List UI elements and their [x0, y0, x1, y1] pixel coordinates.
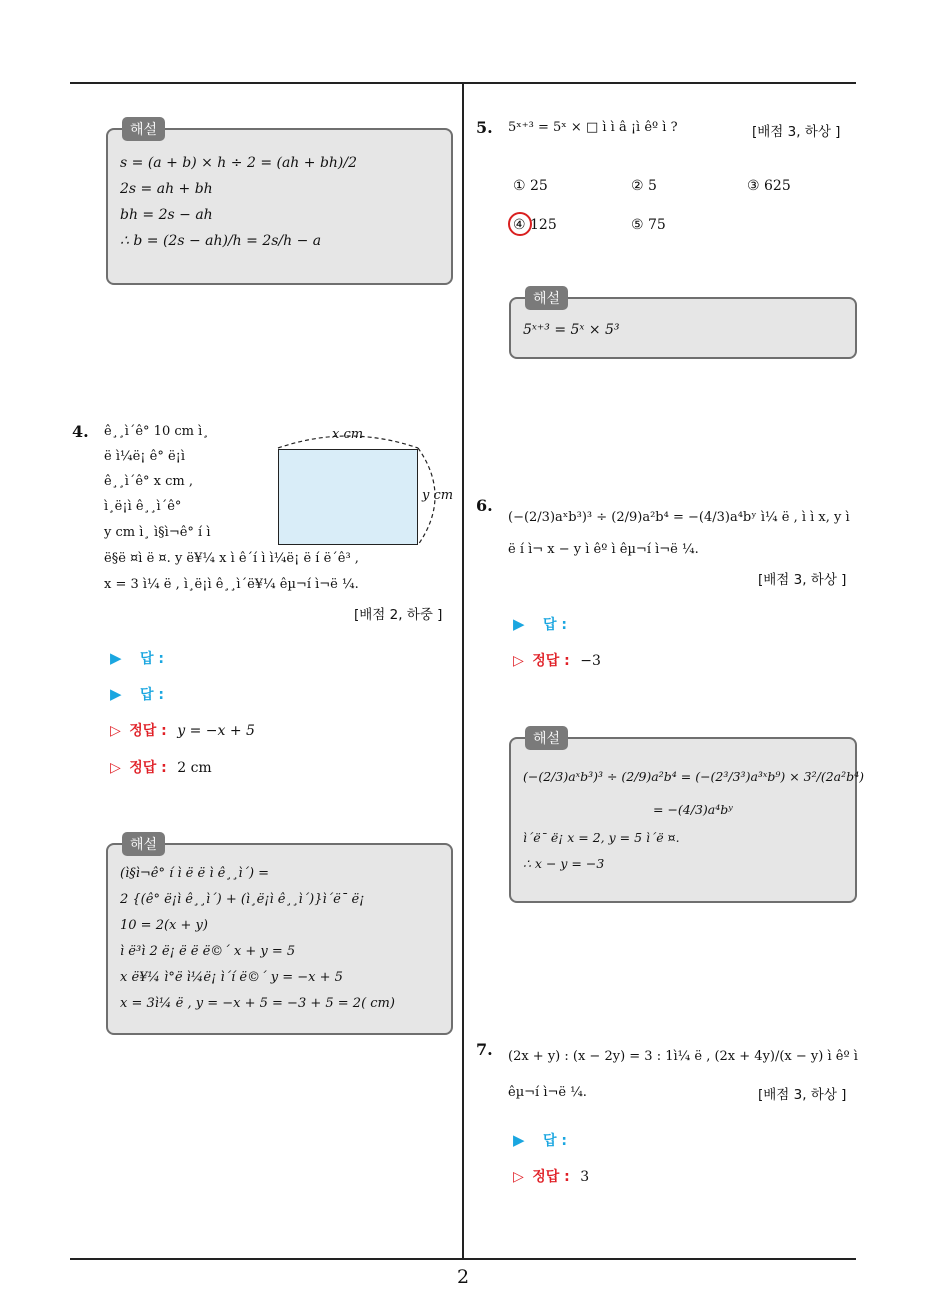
correct-value: −3	[580, 653, 601, 669]
answer-label: 답 :	[543, 1133, 567, 1149]
solution-line: = −(4/3)a⁴bʸ	[653, 802, 733, 817]
choice-2[interactable]: ② 5	[631, 178, 657, 194]
correct-label: 정답 :	[129, 760, 167, 776]
choice-3[interactable]: ③ 625	[747, 178, 791, 194]
answer-label: 답 :	[140, 651, 164, 667]
solution-line: 2s = ah + bh	[120, 181, 213, 197]
question-4-line: y cm ì¸ ì§ì¬ê° í ì	[104, 525, 211, 540]
question-7-line: êµ¬í ì¬ë ¼.	[508, 1085, 587, 1100]
solution-line: ì´ë¯ ë¡ x = 2, y = 5 ì´ë ¤.	[523, 830, 680, 845]
solution-line: (ì§ì¬ê° í ì ë ë ì ê¸¸ì´) =	[120, 866, 270, 881]
solution-tag: 해설	[122, 832, 165, 856]
question-4-line: ê¸¸ì´ê° x cm ,	[104, 474, 194, 489]
play-triangle-icon: ▶	[110, 649, 122, 667]
correct-label: 정답 :	[532, 1169, 570, 1185]
solution-tag: 해설	[525, 726, 568, 750]
question-4-line: ì¸ë¡ì ê¸¸ì´ê°	[104, 499, 182, 514]
play-triangle-icon: ▶	[513, 1131, 525, 1149]
correct-value: 2 cm	[177, 760, 212, 776]
correct-value: 3	[580, 1169, 590, 1185]
answer-label: 답 :	[543, 617, 567, 633]
rectangle-figure	[278, 449, 418, 545]
answer-row	[110, 648, 164, 668]
question-7-meta: [배점 3, 하상 ]	[758, 1087, 847, 1103]
outline-triangle-icon: ▷	[110, 760, 121, 776]
solution-line: (−(2/3)aˣb³)³ ÷ (2/9)a²b⁴ = (−(2³/3³)a³ˣb⁹) × 3²/(2a²b⁴)	[523, 769, 865, 784]
correct-label: 정답 :	[129, 723, 167, 739]
play-triangle-icon: ▶	[513, 615, 525, 633]
question-4-meta: [배점 2, 하중 ]	[354, 607, 443, 623]
solution-box-6	[509, 731, 865, 903]
correct-label: 정답 :	[532, 653, 570, 669]
answer-row	[513, 614, 567, 634]
figure-label-y: y cm	[422, 488, 454, 503]
question-4-line: ê¸¸ì´ê° 10 cm ì¸	[104, 424, 209, 439]
column-divider	[462, 83, 464, 1260]
correct-value: y = −x + 5	[177, 723, 255, 739]
selected-circle-icon	[508, 212, 532, 236]
question-5-number: 5.	[476, 118, 493, 137]
question-6-line: ë í ì¬ x − y ì êº ì êµ¬í ì¬ë ¼.	[508, 542, 699, 557]
outline-triangle-icon: ▷	[513, 653, 524, 669]
question-7-number: 7.	[476, 1040, 493, 1059]
question-4-line: ë ì¼ë¡ ê° ë¡ì	[104, 449, 186, 464]
page-number: 2	[456, 1266, 470, 1288]
correct-answer-row	[110, 720, 255, 740]
correct-answer-row	[513, 1166, 589, 1186]
solution-box-4	[106, 837, 453, 1035]
solution-line: ∴ x − y = −3	[523, 856, 605, 871]
solution-line: x = 3ì¼ ë , y = −x + 5 = −3 + 5 = 2( cm)	[120, 996, 395, 1011]
question-5-meta: [배점 3, 하상 ]	[752, 124, 841, 140]
answer-row	[110, 684, 164, 704]
solution-line: x ë¥¼ ì°ë ì¼ë¡ ì´í ë©´ y = −x + 5	[120, 970, 343, 985]
question-6-number: 6.	[476, 496, 493, 515]
outline-triangle-icon: ▷	[110, 723, 121, 739]
solution-line: 10 = 2(x + y)	[120, 918, 208, 933]
solution-box-5	[509, 291, 857, 359]
question-4-line: ë§ë ¤ì ë ¤. y ë¥¼ x ì ê´í ì ì¼ë¡ ë í ë´ê³ ,	[104, 551, 359, 566]
question-4-number: 4.	[72, 422, 89, 441]
question-6-meta: [배점 3, 하상 ]	[758, 572, 847, 588]
outline-triangle-icon: ▷	[513, 1169, 524, 1185]
solution-line: 5ˣ⁺³ = 5ˣ × 5³	[523, 322, 620, 338]
solution-line: bh = 2s − ah	[120, 207, 213, 223]
answer-row	[513, 1130, 567, 1150]
choice-1[interactable]: ① 25	[513, 178, 548, 194]
solution-tag: 해설	[122, 117, 165, 141]
solution-tag: 해설	[525, 286, 568, 310]
bottom-rule	[70, 1258, 856, 1260]
question-4-line: x = 3 ì¼ ë , ì¸ë¡ì ê¸¸ì´ë¥¼ êµ¬í ì¬ë ¼.	[104, 577, 359, 592]
correct-answer-row	[110, 757, 212, 777]
solution-line: ∴ b = (2s − ah)/h = 2s/h − a	[120, 233, 322, 249]
play-triangle-icon: ▶	[110, 685, 122, 703]
answer-label: 답 :	[140, 687, 164, 703]
question-6-line: (−(2/3)aˣb³)³ ÷ (2/9)a²b⁴ = −(4/3)a⁴bʸ ì¼ ë , ì ì x, y ì	[508, 510, 850, 525]
question-5-text: 5ˣ⁺³ = 5ˣ × □ ì ì â ¡ì êº ì ?	[508, 120, 678, 135]
solution-line: ì ë³ì 2 ë¡ ë ë ë©´ x + y = 5	[120, 944, 296, 959]
choice-4[interactable]: ④ 125	[513, 217, 557, 233]
solution-line: s = (a + b) × h ÷ 2 = (ah + bh)/2	[120, 155, 358, 171]
figure-label-x: x cm	[332, 427, 364, 442]
solution-line: 2 {(ê° ë¡ì ê¸¸ì´) + (ì¸ë¡ì ê¸¸ì´)}ì´ë¯ ë¡	[120, 892, 365, 907]
question-7-line: (2x + y) : (x − 2y) = 3 : 1ì¼ ë , (2x + 4y)/(x − y) ì êº ì	[508, 1049, 858, 1064]
solution-box-prev	[106, 122, 453, 285]
choice-5[interactable]: ⑤ 75	[631, 217, 666, 233]
correct-answer-row	[513, 650, 601, 670]
